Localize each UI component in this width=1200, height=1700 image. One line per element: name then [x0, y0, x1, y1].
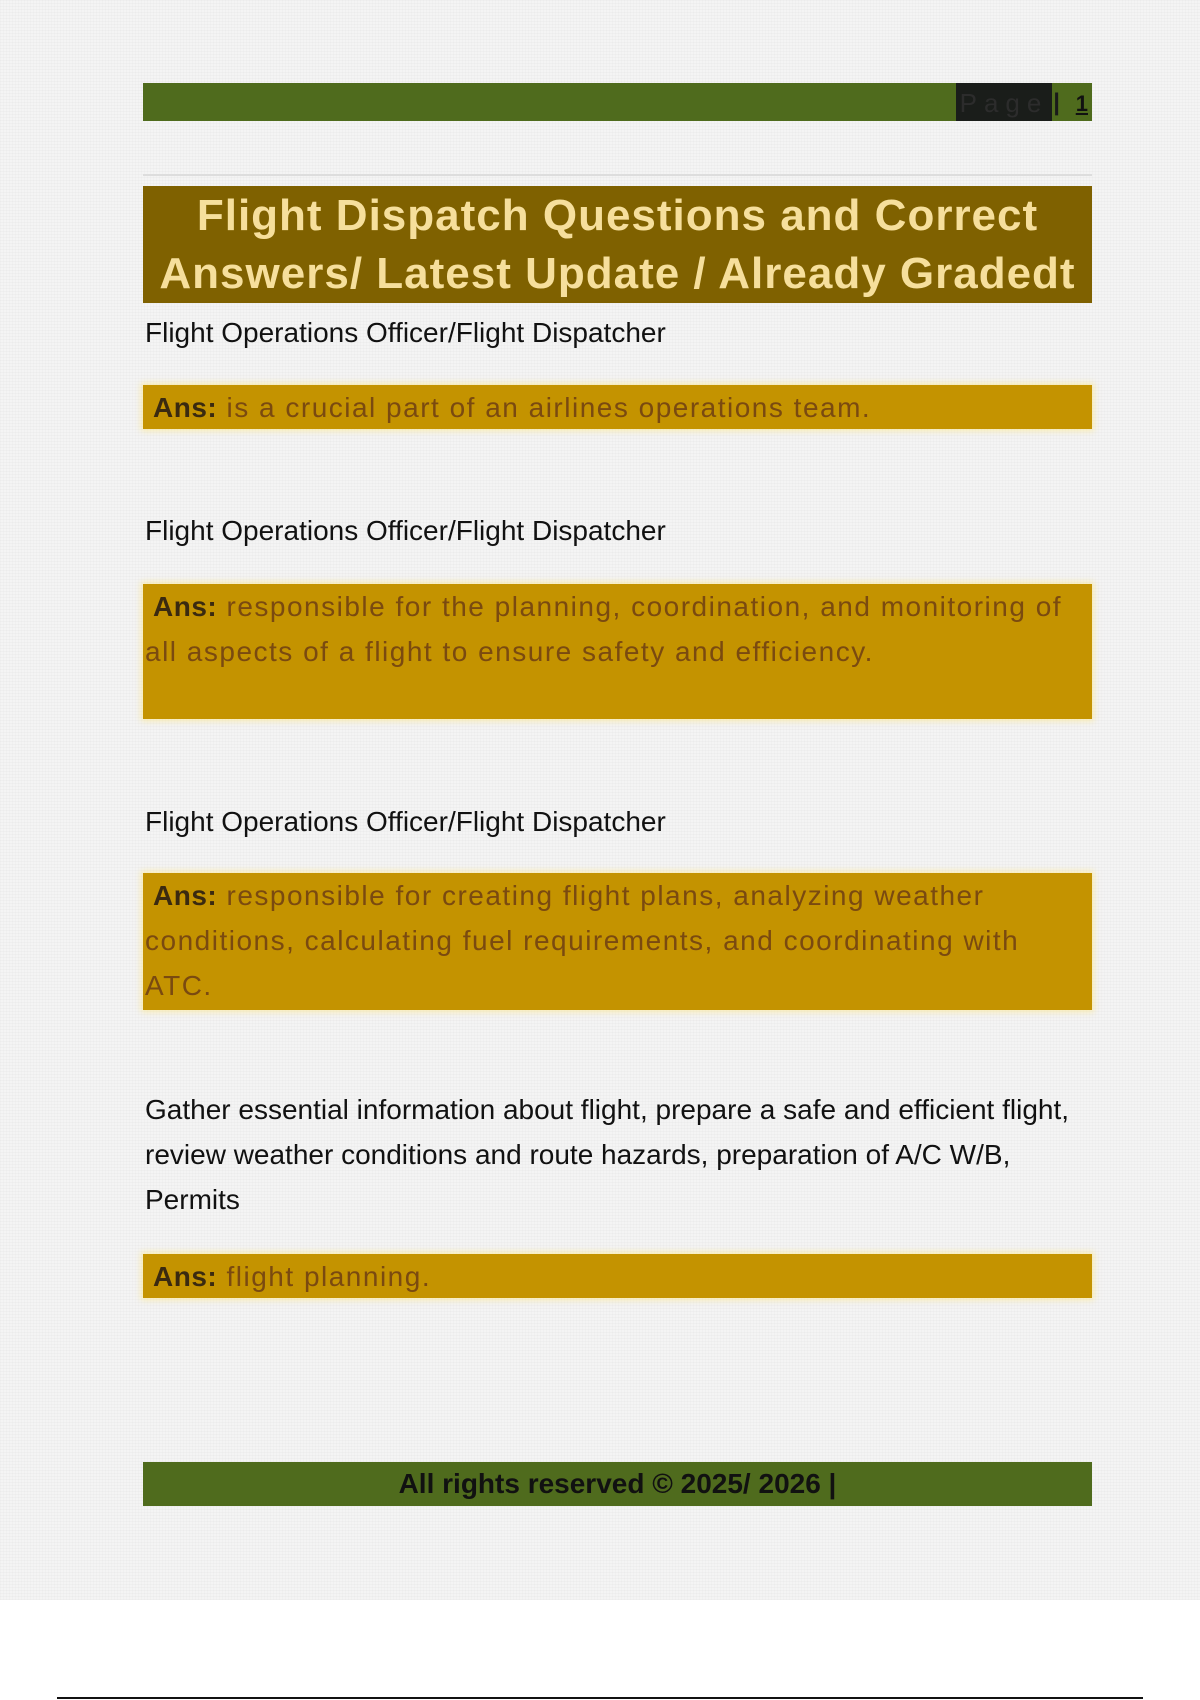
answer-2: [143, 584, 1092, 719]
header-divider: [143, 174, 1092, 176]
page-number: 1: [1075, 91, 1088, 116]
title-line-2: Answers/ Latest Update / Already Gradedt: [159, 248, 1076, 298]
answer-text: responsible for creating flight plans, analyzing weather conditions, calculating fuel requirements, and coordinating with ATC.: [145, 880, 1020, 1001]
question-4: Gather essential information about flight, prepare a safe and efficient flight, review weather conditions and route hazards, preparation of A/C W/B, Permits: [145, 1094, 1070, 1215]
page-label: Page: [956, 83, 1052, 121]
answer-text: flight planning.: [226, 1261, 432, 1292]
answer-label: Ans:: [153, 392, 218, 423]
answer-3: [143, 873, 1092, 1010]
page-footer-bar: [143, 1462, 1092, 1506]
copyright-text: All rights reserved © 2025/ 2026 |: [398, 1468, 837, 1499]
page-separator: |: [1053, 89, 1060, 116]
answer-1: [143, 385, 1092, 429]
question-3: Flight Operations Officer/Flight Dispatcher: [145, 806, 666, 837]
document-title: [143, 186, 1092, 303]
question-2: Flight Operations Officer/Flight Dispatcher: [145, 515, 666, 546]
answer-label: Ans:: [153, 591, 218, 622]
title-line-1: Flight Dispatch Questions and Correct: [196, 190, 1039, 240]
answer-4: [143, 1254, 1092, 1298]
answer-text: responsible for the planning, coordination, and monitoring of all aspects of a flight to ensure safety and efficiency.: [145, 591, 1063, 667]
page-header-bar: [143, 83, 1092, 121]
question-1: Flight Operations Officer/Flight Dispatcher: [145, 317, 666, 348]
bottom-divider: [57, 1697, 1143, 1699]
answer-label: Ans:: [153, 880, 218, 911]
answer-label: Ans:: [153, 1261, 218, 1292]
answer-text: is a crucial part of an airlines operations team.: [226, 392, 872, 423]
